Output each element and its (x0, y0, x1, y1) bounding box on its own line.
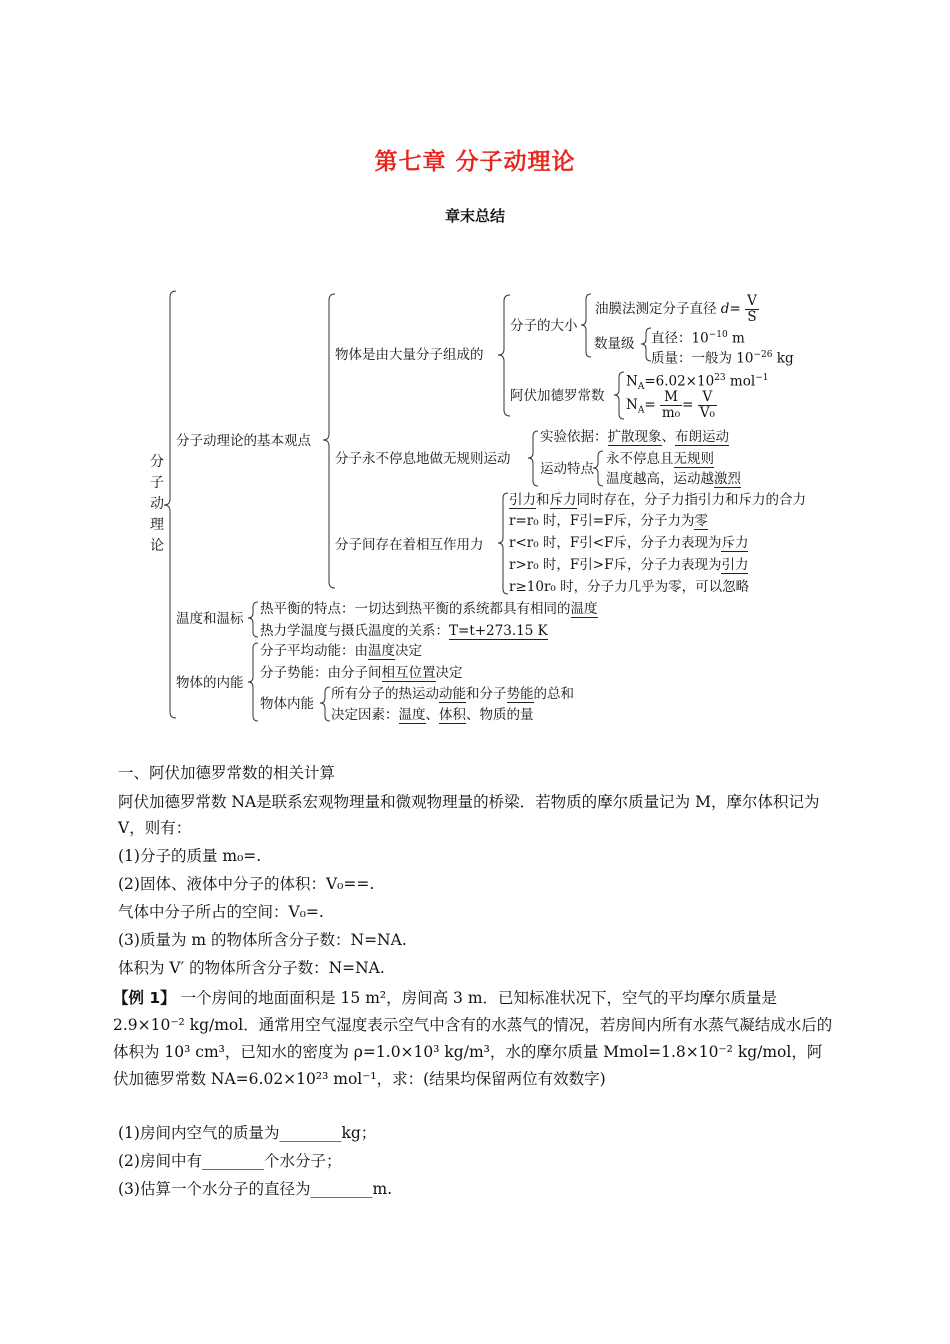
node-kinetic: 分子平均动能：由温度决定 (260, 643, 422, 659)
node-evidence: 实验依据：扩散现象、布朗运动 (540, 429, 729, 445)
brace-irregular (528, 431, 538, 486)
oil-film-eq: d= (720, 301, 741, 317)
node-magnitude: 数量级 (594, 336, 635, 352)
paragraph-avogadro-intro: 阿伏加德罗常数 NA是联系宏观物理量和微观物理量的桥梁．若物质的摩尔质量记为 M，摩尔体积记为 V，则有： (118, 793, 820, 837)
question-2: (2)房间中有________个水分子； (118, 1152, 342, 1170)
diameter-exp: −10 (708, 330, 728, 340)
node-thermo-temp: 热力学温度与摄氏温度的关系：T=t+273.15 K (260, 623, 548, 639)
brace-avogadro (614, 372, 624, 419)
fraction-denominator: S (747, 309, 757, 325)
brace-size (581, 294, 591, 357)
brace-magnitude (641, 328, 651, 361)
node-force-2: r=r₀ 时，F引=F斥，分子力为零 (509, 513, 708, 529)
mass-text: 质量：一般为 10 (651, 350, 754, 367)
example-1 (113, 985, 833, 1093)
paragraph-count-by-mass: (3)质量为 m 的物体所含分子数：N=NA. (118, 931, 407, 949)
chapter-title: 第七章 分子动理论 (374, 149, 576, 175)
node-oil-film (595, 294, 759, 325)
node-feature-1: 永不停息且无规则 (606, 451, 714, 467)
mindmap-root: 分子动理论 (150, 454, 164, 554)
node-mass (651, 346, 794, 368)
node-force-4: r>r₀ 时，F引>F斥，分子力表现为引力 (509, 557, 749, 573)
node-thermal-eq: 热平衡的特点：一切达到热平衡的系统都具有相同的温度 (260, 601, 598, 617)
node-irregular: 分子永不停息地做无规则运动 (335, 451, 511, 467)
node-ie-1: 所有分子的热运动动能和分子势能的总和 (331, 686, 574, 702)
brace-forces (498, 493, 508, 594)
node-na-formula: $N_A=$ $\frac{M}{\text{m₀}}$ = $\frac{V}{\text{V₀}}$ (626, 389, 715, 421)
na-fraction-2: $\frac{V}{\text{V₀}}$ (699, 389, 715, 421)
mass-exp: −26 (753, 350, 773, 360)
brace-temperature (248, 602, 258, 637)
node-force-1: 引力和斥力同时存在，分子力指引力和斥力的合力 (509, 492, 806, 508)
fraction-numerator: V (747, 293, 757, 309)
na-fraction-1: $\frac{M}{\text{m₀}}$ (661, 389, 681, 421)
paragraph-molecule-volume: (2)固体、液体中分子的体积：V₀==. (118, 875, 375, 893)
node-basic-views: 分子动理论的基本观点 (176, 433, 311, 449)
mass-unit: kg (772, 350, 794, 367)
node-diameter (651, 326, 745, 348)
paragraph-molecule-mass: (1)分子的质量 m₀=. (118, 847, 262, 865)
paragraph-gas-space: 气体中分子所占的空间：V₀=. (118, 903, 324, 921)
paragraph-count-by-volume: 体积为 V′ 的物体所含分子数：N=NA. (118, 959, 385, 977)
example-label: 【例 1】 (113, 989, 176, 1007)
brace-internal-energy (248, 643, 258, 721)
node-na-value: $N_A=6.02\times 10^{23}$ mol$^{-1}$ (626, 373, 769, 393)
node-ie-2: 决定因素：温度、体积、物质的量 (331, 707, 534, 723)
section-subtitle: 章末总结 (444, 207, 505, 225)
brace-basic-views (323, 294, 335, 588)
oil-film-fraction (745, 294, 759, 325)
node-temperature: 温度和温标 (176, 611, 244, 627)
node-internal-energy: 物体的内能 (176, 675, 244, 691)
node-potential: 分子势能：由分子间相互位置决定 (260, 665, 463, 681)
section-heading: 一、阿伏加德罗常数的相关计算 (118, 764, 336, 782)
node-feature-2: 温度越高，运动越激烈 (606, 471, 741, 487)
question-1: (1)房间内空气的质量为________kg； (118, 1124, 377, 1142)
node-forces: 分子间存在着相互作用力 (335, 537, 484, 553)
diameter-unit: m (727, 330, 745, 347)
node-force-3: r<r₀ 时，F引<F斥，分子力表现为斥力 (509, 535, 749, 551)
diameter-text: 直径：10 (651, 330, 709, 347)
question-3: (3)估算一个水分子的直径为________m. (118, 1180, 393, 1198)
oil-film-label: 油膜法测定分子直径 (595, 301, 717, 317)
node-composed: 物体是由大量分子组成的 (335, 347, 484, 363)
node-avogadro: 阿伏加德罗常数 (510, 388, 605, 404)
example-text: 一个房间的地面面积是 15 m²，房间高 3 m．已知标准状况下，空气的平均摩尔质量是 2.9×10⁻² kg/mol．通常用空气湿度表示空气中含有的水蒸气的情况，若房间内所有水蒸气凝结成水后的体积为 10³ cm³，已知水的密度为 ρ=1.0×10³ kg/m³，水的摩尔质量 Mmol=1.8×10⁻² kg/mol，阿伏加德罗常数 NA=6.02×10²³ mol⁻¹，求：(结果均保留两位有效数字) (113, 989, 833, 1088)
node-motion-features: 运动特点 (540, 461, 594, 477)
brace-motion-features (593, 451, 603, 486)
node-size: 分子的大小 (510, 318, 578, 334)
brace-composed (498, 295, 510, 416)
node-ie-label: 物体内能 (260, 696, 314, 712)
brace-ie-sub (320, 687, 330, 721)
node-force-5: r≥10r₀ 时，分子力几乎为零，可以忽略 (509, 579, 750, 595)
